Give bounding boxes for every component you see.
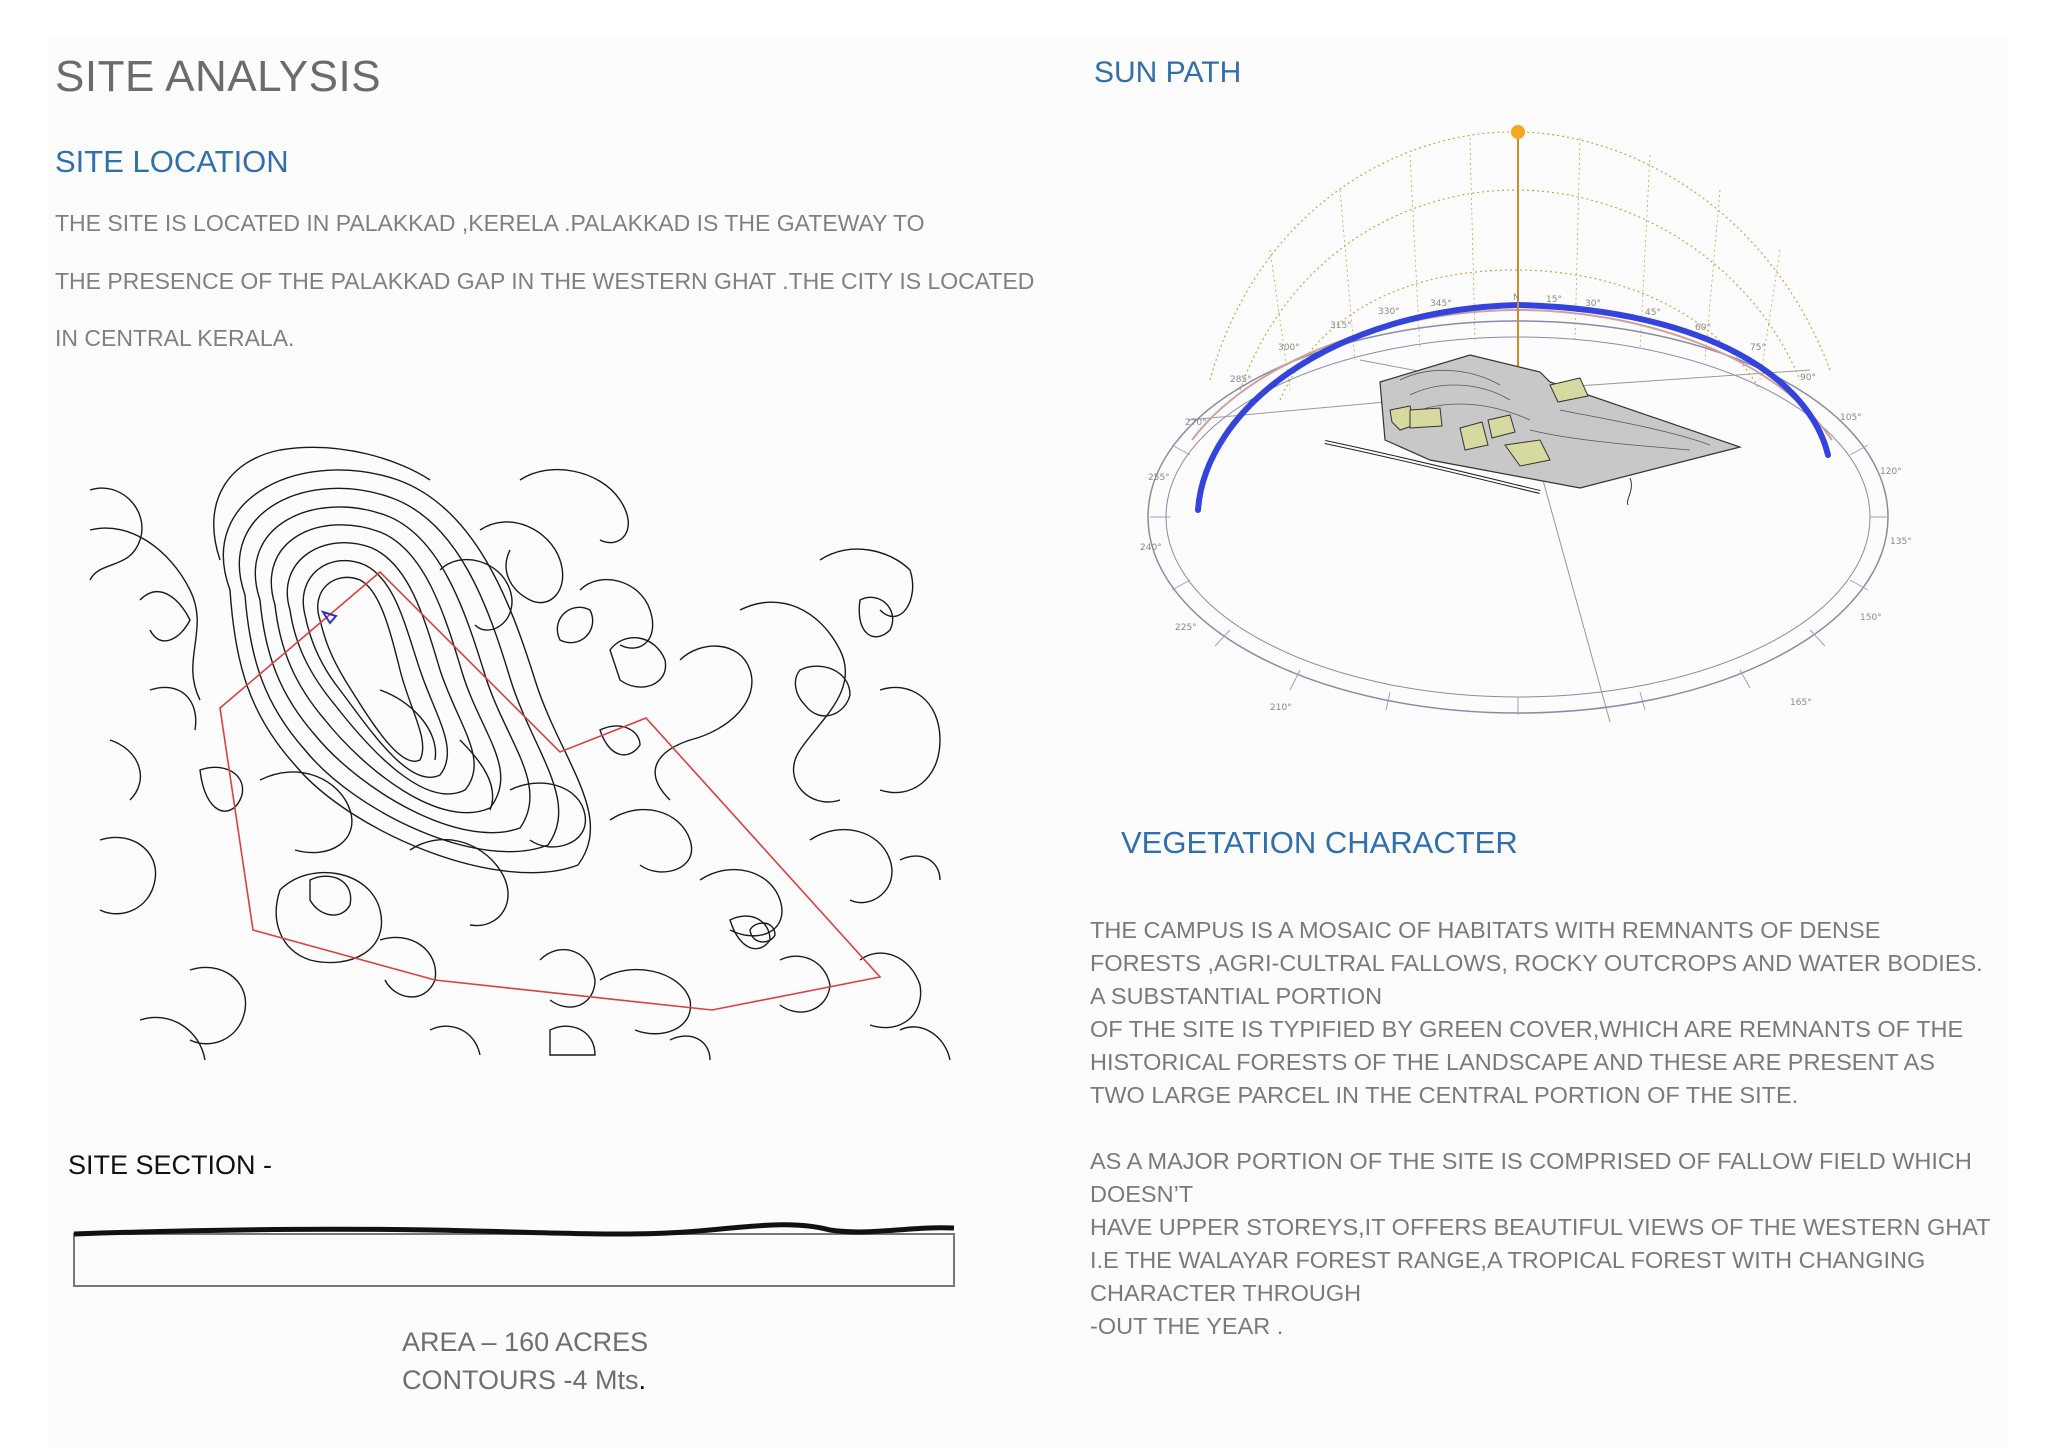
vegetation-line: HISTORICAL FORESTS OF THE LANDSCAPE AND THESE ARE PRESENT AS (1090, 1049, 1935, 1075)
contour-line (670, 1036, 710, 1060)
contour-line (859, 597, 892, 636)
contour-line (900, 1027, 950, 1060)
vegetation-line: TWO LARGE PARCEL IN THE CENTRAL PORTION OF THE SITE. (1090, 1082, 1799, 1108)
building (1410, 408, 1442, 428)
site-location-line-3: IN CENTRAL KERALA. (55, 325, 295, 351)
azimuth-300: 300° (1278, 343, 1300, 353)
contour-line (900, 856, 940, 880)
site-location-heading: SITE LOCATION (55, 144, 289, 179)
vegetation-line: THE CAMPUS IS A MOSAIC OF HABITATS WITH REMNANTS OF DENSE (1090, 917, 1881, 943)
azimuth-330: 330° (1378, 307, 1400, 317)
contour-line (600, 970, 690, 1034)
azimuth-30: 30° (1585, 299, 1601, 309)
vegetation-line: DOESN’T (1090, 1181, 1194, 1207)
contour-line (430, 1026, 480, 1055)
contour-line (750, 923, 775, 942)
contour-line (100, 837, 156, 913)
ground-profile-line (74, 1225, 954, 1234)
azimuth-60: 60° (1695, 323, 1711, 333)
contour-line (510, 783, 585, 847)
azimuth-45: 45° (1645, 308, 1661, 318)
contour-line (380, 690, 436, 760)
sun-path-heading: SUN PATH (1094, 56, 1242, 89)
contour-line (276, 873, 381, 963)
contour-line (140, 592, 190, 641)
contour-line (610, 638, 666, 687)
site-stats (402, 1323, 648, 1399)
contour-line (880, 687, 940, 792)
page-title: SITE ANALYSIS (55, 52, 382, 101)
contour-line (557, 607, 592, 642)
contour-line (260, 772, 352, 853)
contour-line (140, 1017, 205, 1060)
contour-line (740, 602, 845, 802)
site-location-line-2: THE PRESENCE OF THE PALAKKAD GAP IN THE WESTERN GHAT .THE CITY IS LOCATED (55, 268, 1035, 294)
contour-line (303, 561, 447, 778)
sun-icon (1511, 125, 1525, 139)
contour-line (610, 810, 692, 872)
azimuth-210: 210° (1270, 703, 1292, 713)
area-text: AREA – 160 ACRES (402, 1327, 649, 1357)
vegetation-line: FORESTS ,AGRI-CULTRAL FALLOWS, ROCKY OUTCROPS AND WATER BODIES. (1090, 950, 1983, 976)
azimuth-345: 345° (1430, 299, 1452, 309)
contour-line (287, 543, 474, 794)
contour-line (820, 549, 913, 616)
azimuth-75: 75° (1750, 343, 1766, 353)
contour-line (655, 646, 752, 800)
contour-line (810, 830, 892, 903)
azimuth-225: 225° (1175, 623, 1197, 633)
vegetation-blank-line (1090, 1112, 1991, 1145)
contours-text: CONTOURS -4 Mts (402, 1365, 639, 1395)
hour-lines (1270, 138, 1780, 390)
vegetation-line: I.E THE WALAYAR FOREST RANGE,A TROPICAL FOREST WITH CHANGING (1090, 1247, 1926, 1273)
survey-marker (323, 612, 336, 623)
contour-line (780, 956, 830, 1012)
contour-line (540, 950, 595, 1007)
azimuth-270: 270° (1185, 418, 1207, 428)
north-label: N (1513, 293, 1520, 303)
azimuth-15: 15° (1546, 295, 1562, 305)
vegetation-line: -OUT THE YEAR . (1090, 1313, 1284, 1339)
azimuth-315: 315° (1330, 321, 1352, 331)
contour-line (520, 470, 628, 543)
site-section-label: SITE SECTION - (68, 1150, 273, 1180)
vegetation-line: OF THE SITE IS TYPIFIED BY GREEN COVER,WHICH ARE REMNANTS OF THE (1090, 1016, 1964, 1042)
vegetation-heading: VEGETATION CHARACTER (1121, 825, 1518, 860)
contour-line (150, 687, 196, 730)
vegetation-line: CHARACTER THROUGH (1090, 1280, 1362, 1306)
contour-line (310, 876, 351, 915)
contour-line (480, 522, 563, 603)
vegetation-text (1090, 914, 1991, 1343)
azimuth-285: 285° (1230, 375, 1252, 385)
site-boundary (220, 572, 880, 1010)
contours-period: . (638, 1365, 647, 1395)
vegetation-line: AS A MAJOR PORTION OF THE SITE IS COMPRISED OF FALLOW FIELD WHICH (1090, 1148, 1972, 1174)
sun-path-diagram (1110, 110, 1930, 750)
section-base (74, 1234, 954, 1286)
contour-line (600, 726, 640, 755)
azimuth-90: 90° (1800, 373, 1816, 383)
contour-line (190, 967, 246, 1043)
azimuth-120: 120° (1880, 467, 1902, 477)
azimuth-105: 105° (1840, 413, 1862, 423)
contour-line (460, 740, 493, 810)
road-spur (1627, 478, 1631, 505)
contour-line (200, 767, 243, 811)
site-section-drawing (70, 1210, 960, 1290)
azimuth-135: 135° (1890, 537, 1912, 547)
contour-line (318, 577, 423, 761)
contour-line (410, 840, 508, 926)
contour-line (110, 740, 140, 800)
vegetation-line: A SUBSTANTIAL PORTION (1090, 983, 1383, 1009)
contour-map (80, 440, 960, 1070)
contour-line (700, 870, 782, 936)
contour-line (440, 560, 512, 631)
azimuth-240: 240° (1140, 543, 1162, 553)
azimuth-150: 150° (1860, 613, 1882, 623)
azimuth-255: 255° (1148, 473, 1170, 483)
site-location-line-1: THE SITE IS LOCATED IN PALAKKAD ,KERELA .PALAKKAD IS THE GATEWAY TO (55, 210, 925, 236)
contour-line (90, 528, 200, 700)
contour-line (550, 1026, 595, 1055)
vegetation-line: HAVE UPPER STOREYS,IT OFFERS BEAUTIFUL VIEWS OF THE WESTERN GHAT (1090, 1214, 1991, 1240)
azimuth-165: 165° (1790, 698, 1812, 708)
